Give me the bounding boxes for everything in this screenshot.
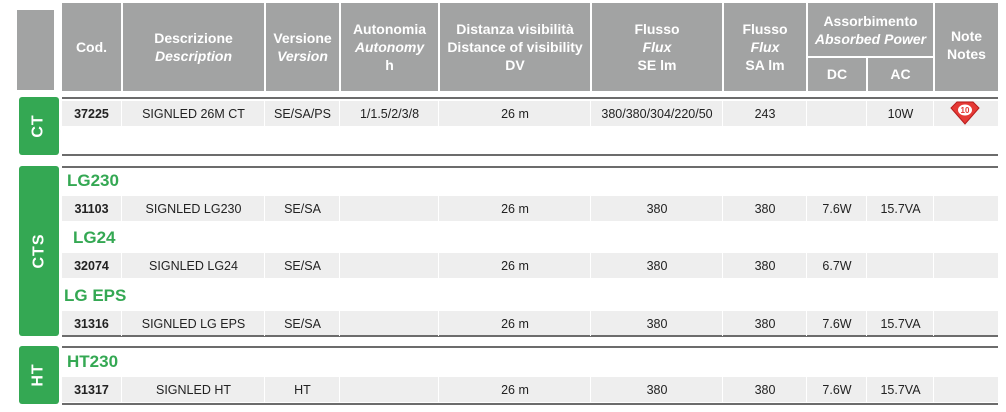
cell-ac xyxy=(868,253,933,278)
header-description xyxy=(123,3,264,91)
header-version-label: Version xyxy=(277,48,328,64)
cell-separator xyxy=(866,377,867,402)
warranty-badge-text: 10 xyxy=(960,106,970,115)
cell-ac: 15.7VA xyxy=(880,316,921,331)
cell-version: SE/SA/PS xyxy=(274,106,331,121)
header-dc-label: DC xyxy=(826,66,848,82)
section-rule xyxy=(62,166,998,168)
cell-dc: 7.6W xyxy=(822,382,852,397)
cell-autonomy xyxy=(341,377,438,402)
cell-separator xyxy=(866,253,867,278)
cell-separator xyxy=(121,253,122,278)
cell-distance: 26 m xyxy=(501,258,529,273)
header-flux-se-unit: SE lm xyxy=(637,57,677,73)
cell-flux-se: 380 xyxy=(646,201,668,216)
cell-separator xyxy=(339,101,340,126)
cell-code: 31316 xyxy=(74,316,109,331)
section-ht xyxy=(19,346,59,404)
cell-flux-sa: 380 xyxy=(754,258,776,273)
header-separator xyxy=(339,3,341,91)
group-title-ht230: HT230 xyxy=(67,352,119,371)
section-rule xyxy=(62,403,998,405)
header-distance-unit: DV xyxy=(505,57,525,73)
cell-code: 37225 xyxy=(74,106,109,121)
header-separator xyxy=(806,3,808,91)
cell-ac: 10W xyxy=(887,106,914,121)
header-notes xyxy=(935,3,998,91)
cell-separator xyxy=(121,196,122,221)
cell-version: SE/SA xyxy=(284,258,321,273)
cell-separator xyxy=(806,101,807,126)
cell-separator xyxy=(438,196,439,221)
cell-separator xyxy=(590,101,591,126)
header-flusso-se-label: Flusso xyxy=(634,21,680,37)
cell-separator xyxy=(722,101,723,126)
cell-separator xyxy=(438,311,439,336)
cell-distance: 26 m xyxy=(501,382,529,397)
header-separator xyxy=(808,56,933,58)
header-autonomy-label: Autonomy xyxy=(354,39,425,55)
cell-separator xyxy=(722,196,723,221)
section-cts xyxy=(19,166,59,336)
cell-distance: 26 m xyxy=(501,106,529,121)
cell-separator xyxy=(264,377,265,402)
header-notes-label: Notes xyxy=(947,46,986,62)
cell-ac: 15.7VA xyxy=(880,201,921,216)
cell-flux-sa: 380 xyxy=(754,316,776,331)
cell-flux-se: 380 xyxy=(646,316,668,331)
header-cod-label: Cod. xyxy=(75,39,108,55)
cell-separator xyxy=(806,377,807,402)
section-rule xyxy=(62,97,998,99)
header-autonomy xyxy=(341,3,438,91)
cell-flux-sa: 380 xyxy=(754,201,776,216)
header-note-label: Note xyxy=(950,28,983,44)
cell-flux-sa: 380 xyxy=(754,382,776,397)
cell-version: SE/SA xyxy=(284,316,321,331)
cell-description: SIGNLED LG24 xyxy=(149,258,238,273)
cell-separator xyxy=(438,101,439,126)
cell-separator xyxy=(806,196,807,221)
cell-flux-sa: 243 xyxy=(754,106,776,121)
cell-separator xyxy=(722,377,723,402)
cell-separator xyxy=(121,311,122,336)
header-assorbimento-label: Assorbimento xyxy=(823,13,918,29)
cell-flux-se: 380 xyxy=(646,258,668,273)
header-distance-label: Distance of visibility xyxy=(447,39,583,55)
cell-separator xyxy=(339,196,340,221)
group-title-lg230: LG230 xyxy=(67,171,119,190)
cell-autonomy xyxy=(341,196,438,221)
header-autonomy-unit: h xyxy=(385,57,394,73)
header-descrizione-label: Descrizione xyxy=(154,30,233,46)
header-version xyxy=(266,3,339,91)
header-absorbed-power xyxy=(808,3,933,57)
cell-flux-se: 380 xyxy=(646,382,668,397)
section-ct xyxy=(19,97,59,155)
header-distance xyxy=(440,3,590,91)
cell-separator xyxy=(722,311,723,336)
section-rule xyxy=(62,154,998,156)
header-versione-label: Versione xyxy=(273,30,332,46)
cell-separator xyxy=(806,253,807,278)
cell-separator xyxy=(590,377,591,402)
header-flux-sa-unit: SA lm xyxy=(745,57,785,73)
cell-separator xyxy=(590,253,591,278)
header-description-label: Description xyxy=(154,48,232,64)
cell-separator xyxy=(933,101,934,126)
cell-dc: 6.7W xyxy=(822,258,852,273)
cell-description: SIGNLED LG230 xyxy=(145,201,242,216)
cell-separator xyxy=(933,377,934,402)
cell-separator xyxy=(933,311,934,336)
group-title-lg24: LG24 xyxy=(73,228,116,247)
cell-separator xyxy=(722,253,723,278)
header-separator xyxy=(933,3,935,91)
cell-autonomy: 1/1.5/2/3/8 xyxy=(359,106,420,121)
cell-separator xyxy=(933,196,934,221)
section-rule xyxy=(62,346,998,348)
header-flux-se-label: Flux xyxy=(642,39,672,55)
header-separator xyxy=(121,3,123,91)
cell-separator xyxy=(264,101,265,126)
header-flux-sa-label: Flux xyxy=(750,39,780,55)
cell-code: 32074 xyxy=(74,258,109,273)
header-distanza-label: Distanza visibilità xyxy=(456,21,574,37)
cell-separator xyxy=(264,253,265,278)
cell-ac: 15.7VA xyxy=(880,382,921,397)
header-ac xyxy=(868,57,933,91)
section-ct-label: CT xyxy=(29,114,47,138)
header-absorbed-power-label: Absorbed Power xyxy=(814,31,927,47)
cell-separator xyxy=(438,377,439,402)
cell-separator xyxy=(933,253,934,278)
cell-separator xyxy=(121,377,122,402)
header-flusso-sa-label: Flusso xyxy=(742,21,788,37)
cell-description: SIGNLED LG EPS xyxy=(141,316,246,331)
cell-code: 31317 xyxy=(74,382,109,397)
header-corner xyxy=(17,10,54,90)
cell-autonomy xyxy=(341,253,438,278)
cell-code: 31103 xyxy=(74,201,109,216)
cell-version: SE/SA xyxy=(284,201,321,216)
header-cod xyxy=(62,3,121,91)
group-title-lgeps: LG EPS xyxy=(64,286,127,305)
cell-dc: 7.6W xyxy=(822,316,852,331)
header-flux-se xyxy=(592,3,722,91)
cell-dc: 7.6W xyxy=(822,201,852,216)
header-dc xyxy=(808,57,866,91)
header-separator xyxy=(264,3,266,91)
cell-separator xyxy=(866,311,867,336)
cell-separator xyxy=(806,311,807,336)
cell-separator xyxy=(121,101,122,126)
header-ac-label: AC xyxy=(890,66,911,82)
cell-autonomy xyxy=(341,311,438,336)
cell-separator xyxy=(339,377,340,402)
header-autonomia-label: Autonomia xyxy=(352,21,427,37)
header-separator xyxy=(590,3,592,91)
cell-separator xyxy=(339,311,340,336)
cell-separator xyxy=(866,101,867,126)
header-separator xyxy=(438,3,440,91)
warranty-badge-icon xyxy=(948,100,982,126)
cell-distance: 26 m xyxy=(501,316,529,331)
header-separator xyxy=(866,57,868,91)
cell-separator xyxy=(590,196,591,221)
cell-separator xyxy=(866,196,867,221)
cell-flux-se: 380/380/304/220/50 xyxy=(601,106,713,121)
header-flux-sa xyxy=(724,3,806,91)
cell-separator xyxy=(264,311,265,336)
cell-description: SIGNLED 26M CT xyxy=(142,106,245,121)
header-separator xyxy=(722,3,724,91)
section-ht-label: HT xyxy=(29,363,47,387)
cell-separator xyxy=(339,253,340,278)
cell-dc xyxy=(808,101,866,126)
cell-version: HT xyxy=(294,382,311,397)
cell-separator xyxy=(264,196,265,221)
section-cts-label: CTS xyxy=(30,233,47,269)
cell-distance: 26 m xyxy=(501,201,529,216)
cell-separator xyxy=(438,253,439,278)
cell-separator xyxy=(590,311,591,336)
cell-description: SIGNLED HT xyxy=(155,382,231,397)
